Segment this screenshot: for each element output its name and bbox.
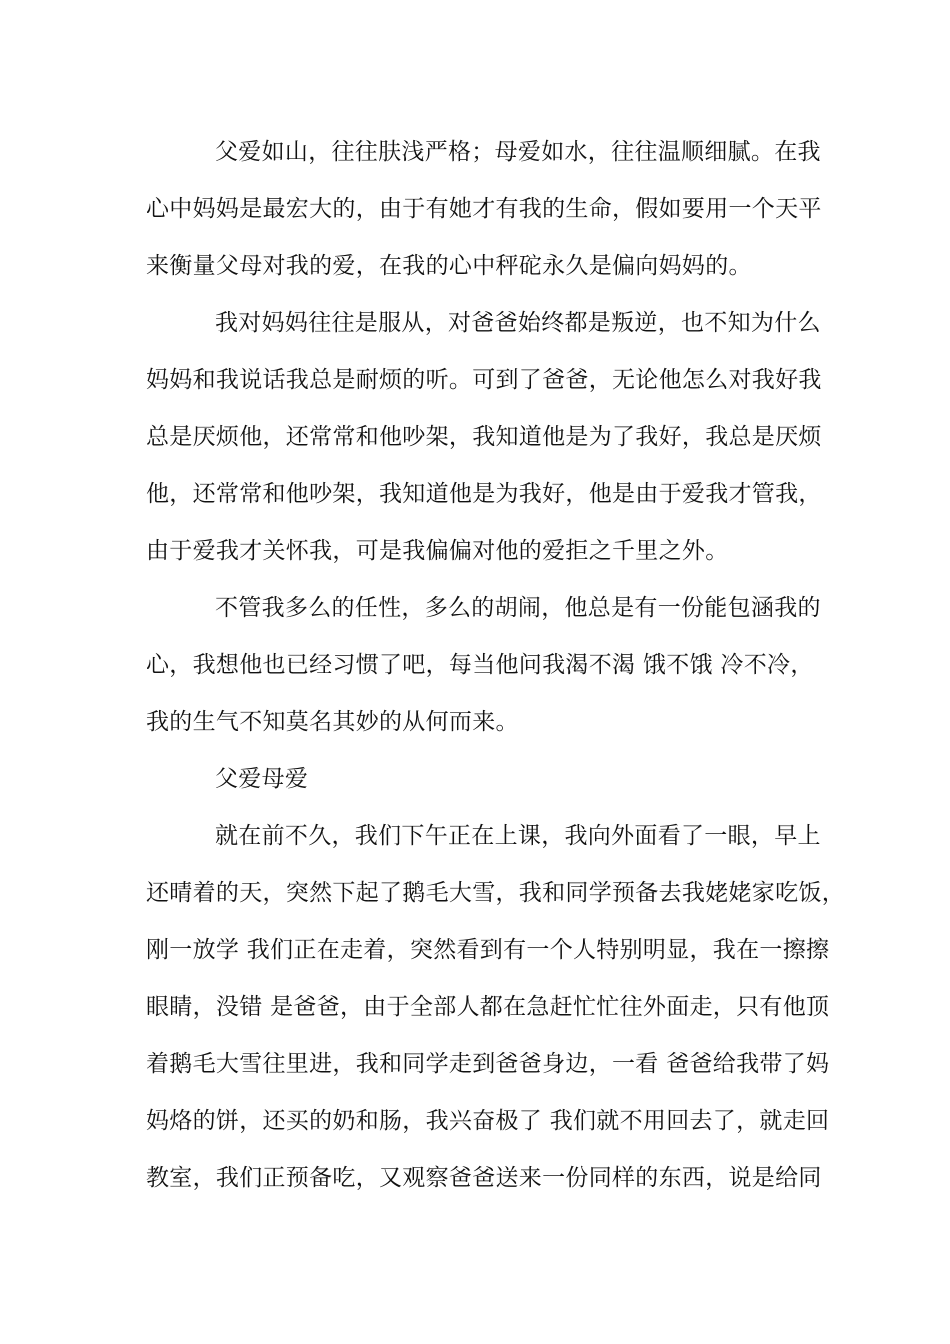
- paragraph-1-line-2: 心中妈妈是最宏大的，由于有她才有我的生命，假如要用一个天平: [146, 196, 822, 222]
- paragraph-3-line-1: 不管我多么的任性，多么的胡闹，他总是有一份能包涵我的: [215, 595, 821, 621]
- paragraph-5-line-3: 刚一放学 我们正在走着，突然看到有一个人特别明显，我在一擦擦: [146, 937, 830, 963]
- paragraph-3-line-3: 我的生气不知莫名其妙的从何而来。: [146, 709, 519, 735]
- paragraph-5-line-5: 着鹅毛大雪往里进，我和同学走到爸爸身边，一看 爸爸给我带了妈: [146, 1051, 830, 1077]
- paragraph-2-line-3: 总是厌烦他，还常常和他吵架，我知道他是为了我好，我总是厌烦: [146, 424, 822, 450]
- paragraph-1-line-3: 来衡量父母对我的爱，在我的心中秤砣永久是偏向妈妈的。: [146, 253, 752, 279]
- paragraph-2-line-1: 我对妈妈往往是服从，对爸爸始终都是叛逆，也不知为什么: [215, 310, 821, 336]
- paragraph-3-line-2: 心，我想他也已经习惯了吧，每当他问我渴不渴 饿不饿 冷不冷，: [146, 652, 814, 678]
- paragraph-2-line-4: 他，还常常和他吵架，我知道他是为我好，他是由于爱我才管我，: [146, 481, 822, 507]
- paragraph-5-line-1: 就在前不久，我们下午正在上课，我向外面看了一眼，早上: [215, 823, 821, 849]
- paragraph-5-line-2: 还晴着的天，突然下起了鹅毛大雪，我和同学预备去我姥姥家吃饭，: [146, 880, 845, 906]
- paragraph-2-line-2: 妈妈和我说话我总是耐烦的听。可到了爸爸，无论他怎么对我好我: [146, 367, 822, 393]
- paragraph-2-line-5: 由于爱我才关怀我，可是我偏偏对他的爱拒之千里之外。: [146, 538, 729, 564]
- paragraph-5-line-4: 眼睛，没错 是爸爸，由于全部人都在急赶忙忙往外面走，只有他顶: [146, 994, 830, 1020]
- paragraph-1-line-1: 父爱如山，往往肤浅严格；母爱如水，往往温顺细腻。在我: [215, 139, 821, 165]
- section-heading: 父爱母爱: [215, 766, 309, 792]
- paragraph-5-line-6: 妈烙的饼，还买的奶和肠，我兴奋极了 我们就不用回去了，就走回: [146, 1108, 830, 1134]
- paragraph-5-line-7: 教室，我们正预备吃，又观察爸爸送来一份同样的东西，说是给同: [146, 1165, 822, 1191]
